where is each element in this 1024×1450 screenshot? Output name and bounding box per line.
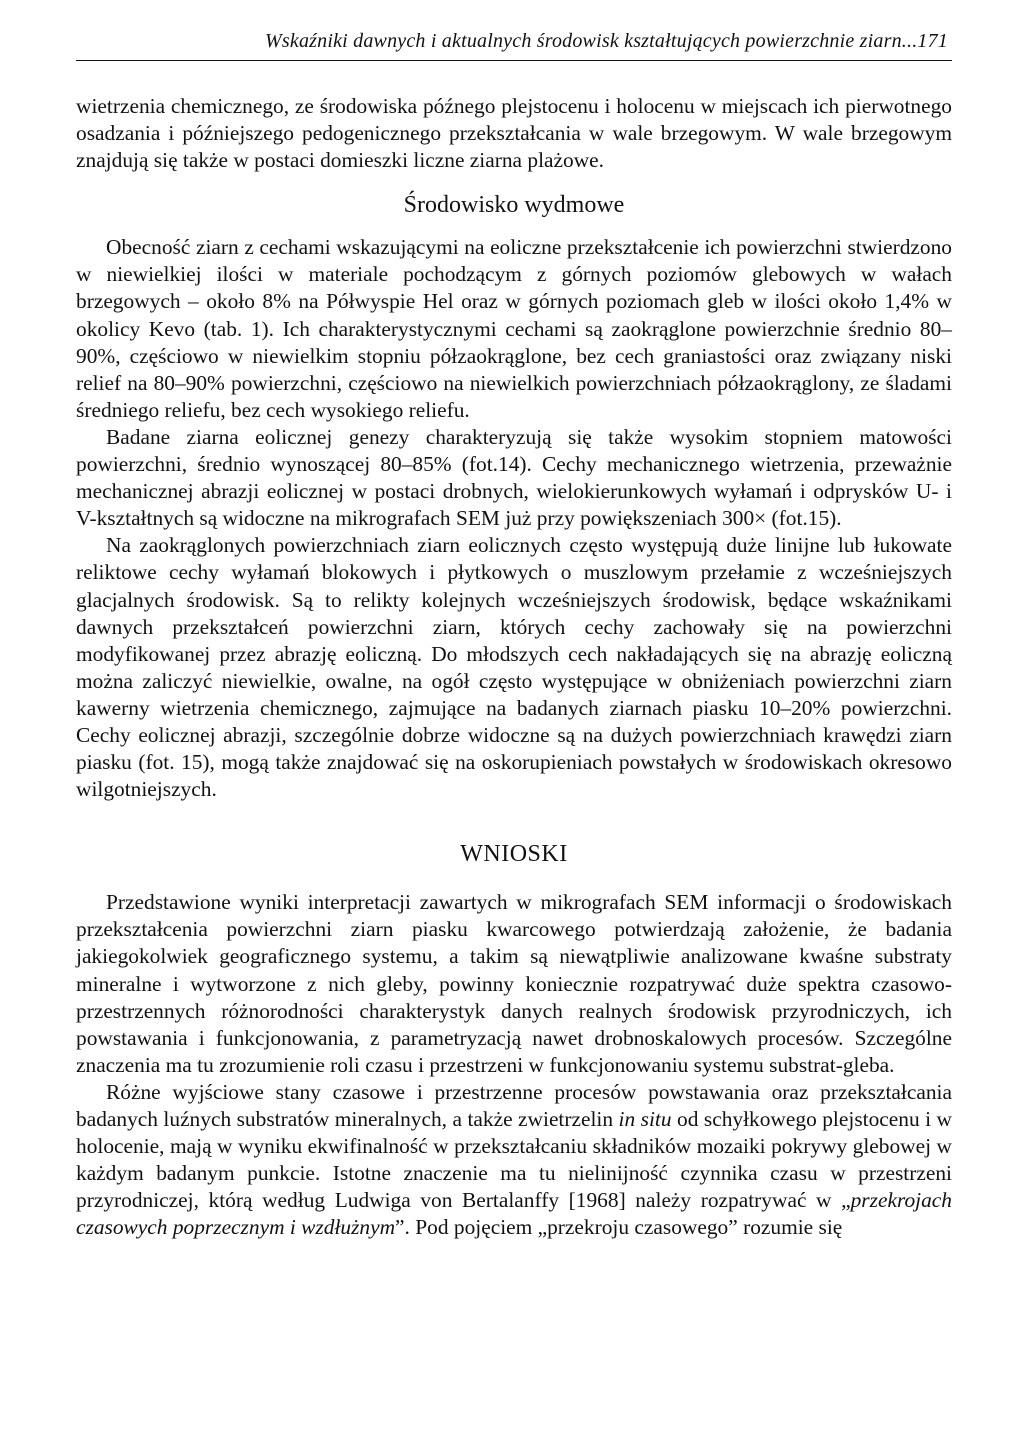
section-title-wydmowe: Środowisko wydmowe xyxy=(403,192,625,219)
paragraph-text-part-2: od schyłkowego plejstocenu i w holocenie, mają w wyniku ekwifinalność w przekształcaniu składników mozaiki pokrywy glebowej w każdym badanym punkcie. Istotne znaczenie ma tu nielinijność czynnika czasu w przestrzeni przyrodniczej, którą według Ludwiga von Bertalanffy [1968] należy rozpatrywać w „ xyxy=(76,1107,952,1213)
section-title-wnioski: WNIOSKI xyxy=(460,841,568,868)
document-page xyxy=(76,28,952,1241)
intro-paragraph: wietrzenia chemicznego, ze środowiska późnego plejstocenu i holocenu w miejscach ich pierwotnego osadzania i późniejszego pedogenicznego przekształcania w wale brzegowym. W wale brzegowym znajdują się także w postaci domieszki liczne ziarna plażowe. xyxy=(76,94,952,173)
paragraph-wydmowe-1: Obecność ziarn z cechami wskazującymi na eoliczne przekształcenie ich powierzchni stwierdzono w niewielkiej ilości w materiale pochodzącym z górnych poziomów glebowych w wałach brzegowych – około 8% na Półwyspie Hel oraz w górnych poziomach gleb w ilości około 1,4% w okolicy Kevo (tab. 1). Ich charakterystycznymi cechami są zaokrąglone powierzchnie średnio 80–90%, częściowo w niewielkim stopniu półzaokrąglone, bez cech graniastości oraz związany niski relief na 80–90% powierzchni, częściowo na niewielkich powierzchniach półzaokrąglony, ze śladami średniego reliefu, bez cech wysokiego reliefu. xyxy=(76,235,952,422)
paragraph-wnioski-1: Przedstawione wyniki interpretacji zawartych w mikrografach SEM informacji o środowiskach przekształcenia powierzchni ziarn piasku kwarcowego potwierdzają założenie, że badania jakiegokolwiek geograficznego systemu, a takim są niewątpliwie analizowane kwaśne substraty mineralne i wytworzone z nich gleby, powinny koniecznie rozpatrywać duże spektra czasowo-przestrzennych różnorodności charakterystyk danych realnych środowisk przyrodniczych, ich powstawania i funkcjonowania, z parametryzacją nawet drobnoskalowych procesów. Szczególne znaczenia ma tu zrozumienie roli czasu i przestrzeni w funkcjonowaniu systemu substrat-gleba. xyxy=(76,890,952,1077)
paragraph-text-part-1: Różne wyjściowe stany czasowe i przestrzenne procesów powstawania oraz przekształcania badanych luźnych substratów mineralnych, a także zwietrzelin xyxy=(76,1079,952,1131)
paragraph-wydmowe-2: Badane ziarna eolicznej genezy charakteryzują się także wysokim stopniem matowości powierzchni, średnio wynoszącej 80–85% (fot.14). Cechy mechanicznego wietrzenia, przeważnie mechanicznej abrazji eolicznej w postaci drobnych, wielokierunkowych wyłamań i odprysków U- i V-kształtnych są widoczne na mikrografach SEM już przy powiększeniach 300× (fot.15). xyxy=(76,424,952,531)
paragraph-wydmowe-3: Na zaokrąglonych powierzchniach ziarn eolicznych często występują duże linijne lub łukowate reliktowe cechy wyłamań blokowych i płytkowych o muszlowym przełamie z wcześniejszych glacjalnych środowisk. Są to relikty kolejnych wcześniejszych środowisk, będące wskaźnikami dawnych przekształceń powierzchni ziarn, których cechy zachowały się na powierzchni modyfikowanej przez abrazję eoliczną. Do młodszych cech nakładających się na abrazję eoliczną można zaliczyć niewielkie, owalne, na ogół często występujące w obniżeniach powierzchni ziarn kawerny wietrzenia chemicznego, zajmujące na badanych ziarnach piasku 10–20% powierzchni. Cechy eolicznej abrazji, szczególnie dobrze widoczne są na dużych powierzchniach krawędzi ziarn piasku (fot. 15), mogą także znajdować się na oskorupieniach powstałych w środowiskach okresowo wilgotniejszych. xyxy=(76,533,952,802)
header-rule xyxy=(76,60,952,61)
italic-quote-przekroje: przekrojach czasowych poprzecznym i wzdłużnym xyxy=(76,1188,952,1240)
paragraph-wnioski-2 xyxy=(76,1079,952,1242)
paragraph-text-part-3: ”. Pod pojęciem „przekroju czasowego” rozumie się xyxy=(395,1215,843,1240)
italic-term-in-situ: in situ xyxy=(618,1107,672,1131)
running-header: Wskaźniki dawnych i aktualnych środowisk kształtujących powierzchnie ziarn...171 xyxy=(265,30,948,52)
